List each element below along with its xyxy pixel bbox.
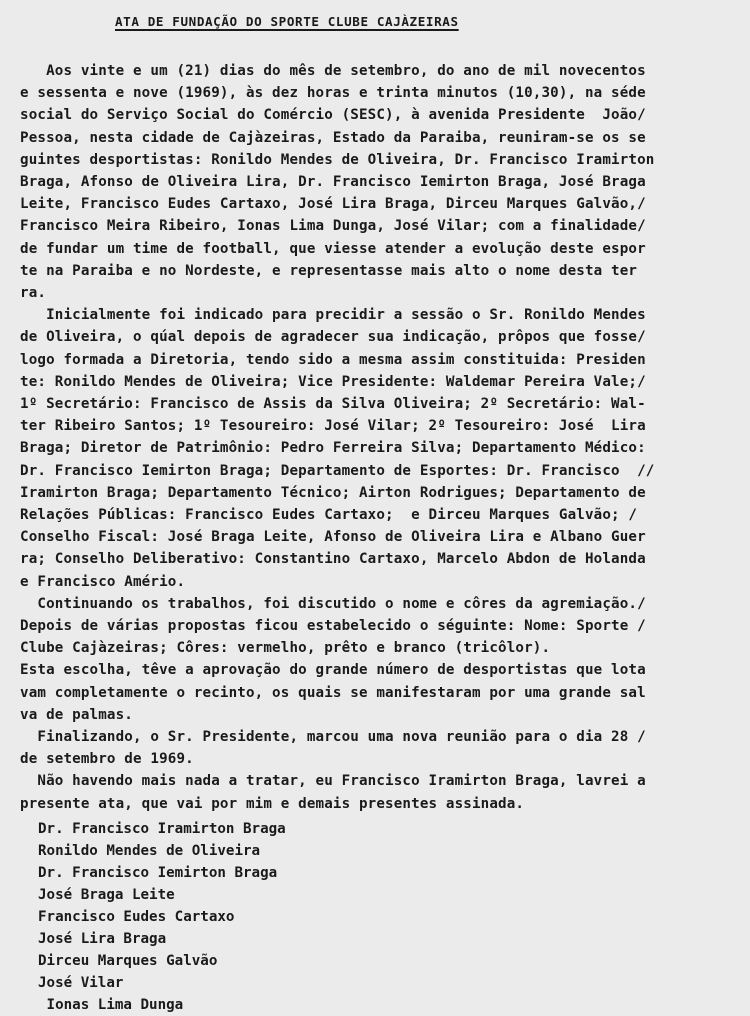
body-line: e sessenta e nove (1969), às dez horas e trinta minutos (10,30), na séde — [20, 85, 646, 102]
body-line: Braga; Diretor de Patrimônio: Pedro Ferreira Silva; Departamento Médico: — [20, 440, 646, 457]
body-line: Conselho Fiscal: José Braga Leite, Afonso de Oliveira Lira e Albano Guer — [20, 529, 646, 546]
document-title: ATA DE FUNDAÇÃO DO SPORTE CLUBE CAJÀZEIRAS — [115, 14, 459, 29]
signature-name: José Vilar — [38, 975, 124, 991]
signature-name: Dr. Francisco Iramirton Braga — [38, 821, 286, 837]
body-line: de setembro de 1969. — [20, 751, 194, 768]
body-line: Clube Cajàzeiras; Côres: vermelho, prêto e branco (tricôlor). — [20, 640, 551, 657]
body-line: logo formada a Diretoria, tendo sido a mesma assim constituida: Presiden — [20, 351, 646, 368]
body-line: de Oliveira, o qúal depois de agradecer sua indicação, prôpos que fosse/ — [20, 329, 646, 346]
body-line: Continuando os trabalhos, foi discutido o nome e côres da agremiação./ — [20, 595, 646, 612]
body-line: de fundar um time de football, que viesse atender a evolução deste espor — [20, 240, 646, 257]
body-line: Inicialmente foi indicado para precidir a sessão o Sr. Ronildo Mendes — [20, 307, 646, 324]
body-line: e Francisco Amério. — [20, 573, 186, 590]
body-line: Depois de várias propostas ficou estabelecido o séguinte: Nome: Sporte / — [20, 618, 646, 634]
body-line: 1º Secretário: Francisco de Assis da Silva Oliveira; 2º Secretário: Wal- — [20, 396, 646, 412]
body-line: social do Serviço Social do Comércio (SESC), à avenida Presidente João/ — [20, 107, 646, 124]
body-line: te na Paraiba e no Nordeste, e representasse mais alto o nome desta ter — [20, 262, 638, 279]
body-line: Não havendo mais nada a tratar, eu Francisco Iramirton Braga, lavrei a — [20, 773, 646, 790]
body-line: Dr. Francisco Iemirton Braga; Departamento de Esportes: Dr. Francisco // — [20, 462, 655, 479]
body-line: Francisco Meira Ribeiro, Ionas Lima Dunga, José Vilar; com a finalidade/ — [20, 218, 646, 235]
body-line: va de palmas. — [20, 706, 133, 723]
body-line: Relações Públicas: Francisco Eudes Cartaxo; e Dirceu Marques Galvão; / — [20, 507, 638, 523]
body-line: ter Ribeiro Santos; 1º Tesoureiro: José Vilar; 2º Tesoureiro: José Lira — [20, 418, 646, 435]
body-line: te: Ronildo Mendes de Oliveira; Vice Presidente: Waldemar Pereira Vale;/ — [20, 373, 646, 390]
signature-name: Francisco Eudes Cartaxo — [38, 909, 235, 925]
body-line: Finalizando, o Sr. Presidente, marcou uma nova reunião para o dia 28 / — [20, 729, 646, 745]
body-line: Braga, Afonso de Oliveira Lira, Dr. Francisco Iemirton Braga, José Braga — [20, 174, 646, 190]
body-line: Pessoa, nesta cidade de Cajàzeiras, Estado da Paraiba, reuniram-se os se — [20, 129, 646, 146]
signature-name: José Lira Braga — [38, 931, 167, 947]
signature-name: Dr. Francisco Iemirton Braga — [38, 865, 278, 881]
body-line: ra. — [20, 285, 47, 301]
body-line: presente ata, que vai por mim e demais presentes assinada. — [20, 795, 525, 812]
signature-name: José Braga Leite — [38, 887, 175, 903]
body-line: Esta escolha, têve a aprovação do grande número de desportistas que lota — [20, 662, 646, 679]
body-line: ra; Conselho Deliberativo: Constantino Cartaxo, Marcelo Abdon de Holanda — [20, 551, 646, 568]
body-line: Leite, Francisco Eudes Cartaxo, José Lira Braga, Dirceu Marques Galvão,/ — [20, 196, 646, 213]
signature-name: Ionas Lima Dunga — [38, 997, 184, 1013]
signature-name: Dirceu Marques Galvão — [38, 953, 218, 969]
body-line: guintes desportistas: Ronildo Mendes de Oliveira, Dr. Francisco Iramirton — [20, 151, 655, 168]
body-line: Aos vinte e um (21) dias do mês de setembro, do ano de mil novecentos — [20, 63, 646, 79]
signature-name: Ronildo Mendes de Oliveira — [38, 843, 261, 859]
body-line: Iramirton Braga; Departamento Técnico; Airton Rodrigues; Departamento de — [20, 484, 646, 501]
body-line: vam completamente o recinto, os quais se manifestaram por uma grande sal — [20, 684, 646, 701]
